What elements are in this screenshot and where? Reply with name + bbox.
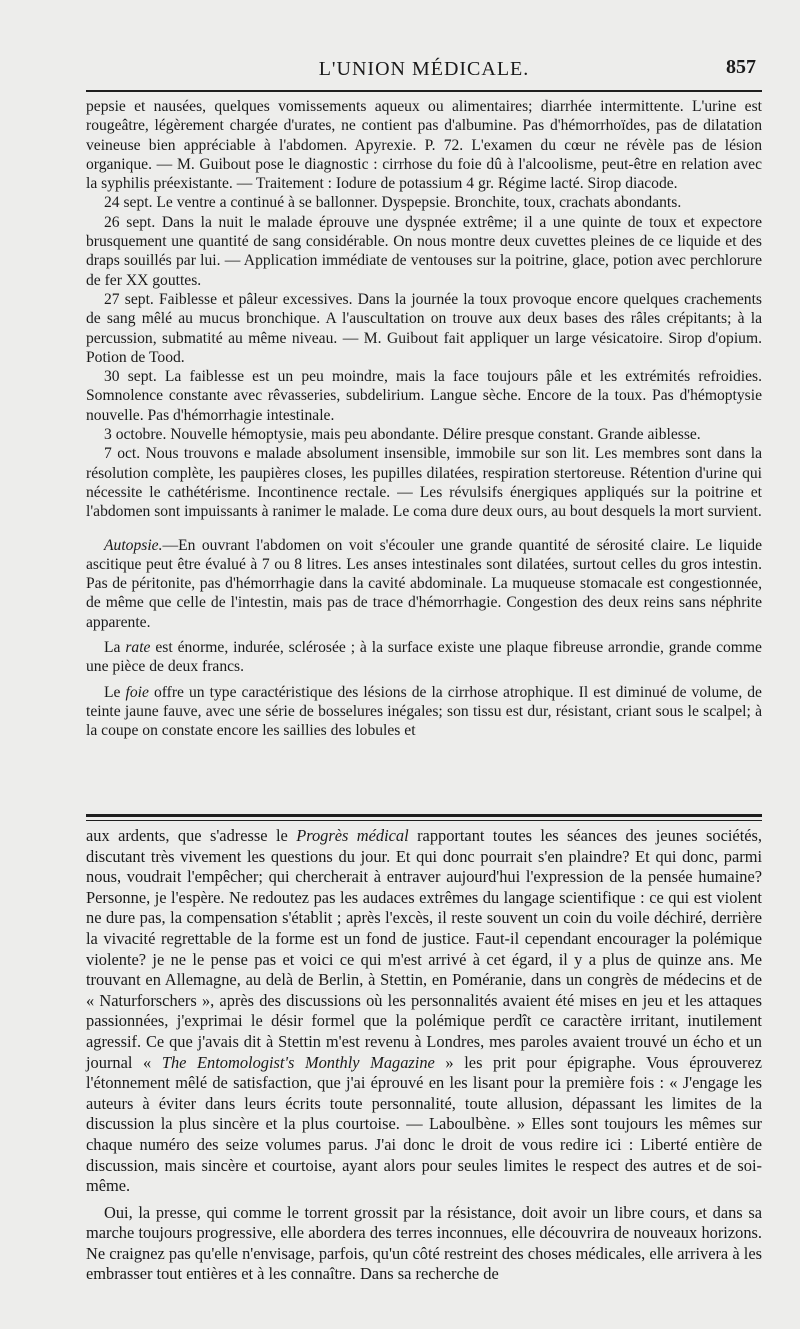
journal-title-progres: Progrès médical [296,826,409,845]
feuilleton-separator [86,814,762,817]
case-paragraph: 24 sept. Le ventre a continué à se ballonner. Dyspepsie. Bronchite, toux, crachats abondants. [104,194,682,212]
case-paragraph: 7 oct. Nous trouvons e malade absolument insensible, immobile sur son lit. Les membres sont dans la résolution complète, les paupières closes, les pupilles dilatées, respiration stertoreuse. Rétention d'urine qui nécessite le cathétérisme. Incontinence rectale. — Les révulsifs énergiques appliqués sur la poitrine et l'abdomen sont impuissants à ranimer le malade. Le coma dure deux ours, au bout desquels la mort survient. [86,445,762,521]
spleen-organ: rate [125,639,151,657]
case-paragraph: 26 sept. Dans la nuit le malade éprouve une dyspnée extrême; il a une quinte de toux et expectore brusquement une quantité de sang considérable. On nous montre deux cuvettes pleines de ce liquide et des draps souillés par lui. — Application immédiate de ventouses sur la poitrine, glace, potion avec perchlorure de fer XX gouttes. [86,213,762,289]
autopsy-text: —En ouvrant l'abdomen on voit s'écouler une grande quantité de sérosité claire. Le liquide ascitique peut être évalué à 7 ou 8 litres. Les anses intestinales sont dilatées, surtout celles du gros intestin. Pas de péritonite, pas d'hémorrhagie dans la cavité abdominale. La muqueuse stomacale est congestionnée, de même que celle de l'intestin, mais pas de trace d'hémorrhagie. Congestion des deux reins sans néphrite apparente. [86,536,762,631]
spleen-text: est énorme, indurée, sclérosée ; à la surface existe une plaque fibreuse arrondie, grande comme une pièce de deux francs. [86,639,762,676]
case-report [86,97,762,741]
feuilleton-separator-thin [86,820,762,821]
autopsy-label: Autopsie. [104,536,163,554]
liver-text: offre un type caractéristique des lésions de la cirrhose atrophique. Il est diminué de volume, de teinte jaune fauve, avec une série de bosselures inégales; son tissu est dur, résistant, criant sous le scalpel; à la coupe on constate encore les saillies des lobules et [86,683,762,740]
header-rule [86,90,762,92]
autopsy-paragraph [86,536,762,632]
feuilleton-paragraph [86,826,762,1197]
feuilleton-text: rapportant toutes les séances des jeunes sociétés, discutant très vivement les questions du jour. Et qui donc pourrait s'en plaindre? Et qui donc, parmi nous, voudrait l'empêcher; qui chercherait à entraver aujourd'hui l'expression de la pensée humaine? Personne, je l'espère. Ne redoutez pas les audaces extrêmes du langage scientifique : ce qui est violent ne dure pas, la compensation s'établit ; après l'excès, il reste souvent un coin du voile déchiré, derrière la vivacité regrettable de la forme est un fond de justice. Faut-il cependant encourager la polémique violente? je ne le pense pas et voici ce qui m'est arrivé à cet égard, il y a plus de quinze ans. Me trouvant en Allemagne, au delà de Berlin, à Stettin, en Poméranie, dans un congrès de médecins et de « Naturforschers », après des discussions où les personnalités avaient été mises en jeu et les attaques passionnées, j'exprimai le désir formel que la polémique perdît ce caractère irritant, inutilement agressif. Ce que j'avais dit à Stettin m'est revenu à Londres, mes paroles avaient trouvé un écho et un journal « [86,826,762,1072]
case-paragraph: 30 sept. La faiblesse est un peu moindre, mais la face toujours pâle et les extrémités refroidies. Somnolence constante avec rêvasseries, subdelirium. Langue sèche. Encore de la toux. Pas d'hémoptysie nouvelle. Pas d'hémorrhagie intestinale. [86,368,762,424]
liver-organ: foie [125,683,149,701]
feuilleton-text: aux ardents, que s'adresse le [86,826,297,845]
spleen-paragraph [86,638,762,677]
liver-paragraph [86,683,762,741]
feuilleton-text: » les prit pour épigraphe. Vous éprouverez l'étonnement mêlé de satisfaction, que j'ai éprouvé en les lisant pour la première fois : « J'engage les auteurs à éviter dans leurs écrits toute personnalité, toute allusion, dépassant les limites de la discussion la plus sincère et la plus courtoise. — Laboulbène. » Elles sont toujours les mêmes sur chaque numéro des seize volumes parus. J'ai donc le droit de vous redire ici : Liberté entière de discussion, mais sincère et courtoise, ayant alors pour seules limites le respect des autres et de soi-même. [86,1052,762,1196]
case-paragraph: 27 sept. Faiblesse et pâleur excessives. Dans la journée la toux provoque encore quelques crachements de sang mêlé au mucus bronchique. A l'auscultation on trouve aux deux bases des râles crépitants; à la percussion, submatité au même niveau. — M. Guibout fait appliquer un large vésicatoire. Sirop d'opium. Potion de Tood. [86,290,762,366]
liver-prefix: Le [104,683,126,701]
page-header [86,52,762,86]
page-number: 857 [726,56,756,78]
case-paragraph: pepsie et nausées, quelques vomissements aqueux ou alimentaires; diarrhée intermittente. L'urine est rougeâtre, légèrement chargée d'urates, ne contient pas d'albumine. Pas d'hémorrhoïdes, pas de dilatation veineuse bien appréciable à l'abdomen. Apyrexie. P. 72. L'examen du cœur ne révèle pas de lésion organique. — M. Guibout pose le diagnostic : cirrhose du foie dû à l'alcoolisme, peut-être en relation avec la syphilis préexistante. — Traitement : Iodure de potassium 4 gr. Régime lacté. Sirop diacode. [86,98,762,193]
feuilleton [86,826,762,1285]
case-paragraph: 3 octobre. Nouvelle hémoptysie, mais peu abondante. Délire presque constant. Grande aiblesse. [104,426,701,444]
running-title: L'UNION MÉDICALE. [318,58,530,80]
journal-title-entomologist: The Entomologist's Monthly Magazine [161,1052,435,1072]
spleen-prefix: La [104,639,126,657]
feuilleton-paragraph: Oui, la presse, qui comme le torrent grossit par la résistance, doit avoir un libre cours, et dans sa marche toujours progressive, elle abordera des terres inconnues, elle découvrira de nouveaux horizons. Ne craignez pas qu'elle n'envisage, parfois, qu'un côté restreint des choses médicales, elle arrivera à les embrasser tout entières et à les connaître. Dans sa recherche de [86,1202,762,1284]
